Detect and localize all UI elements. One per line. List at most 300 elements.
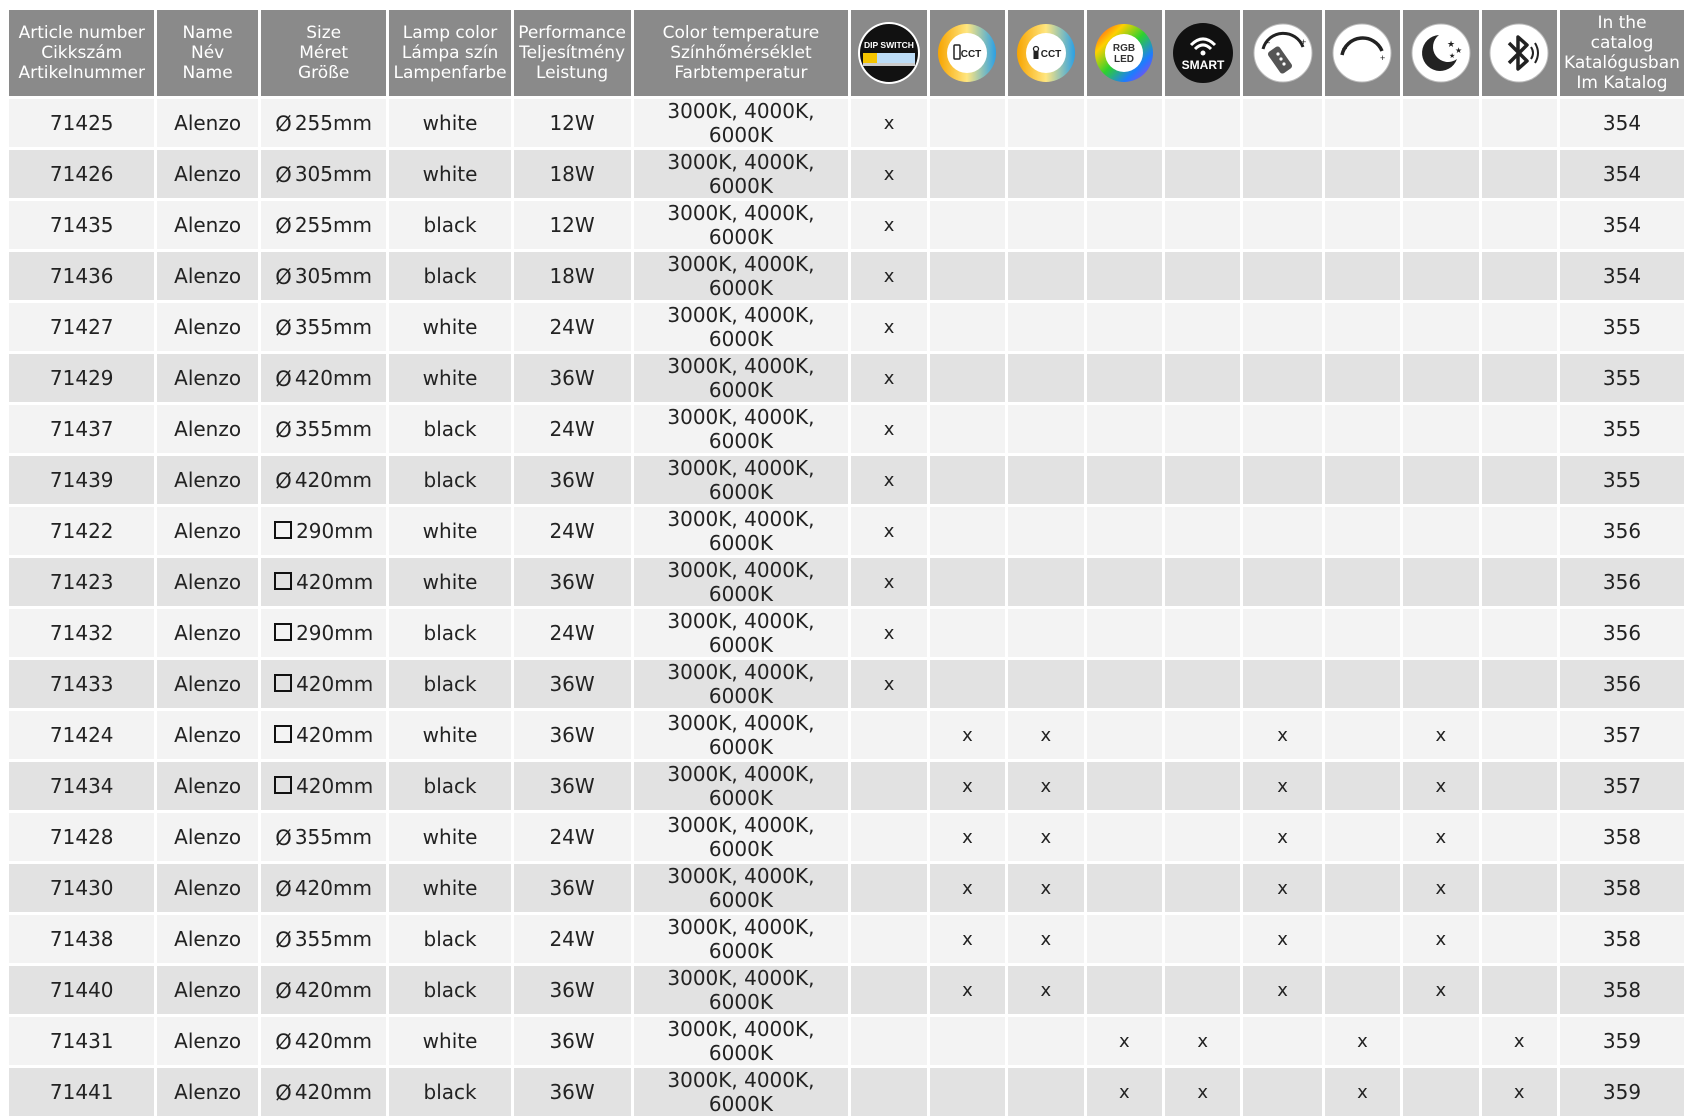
cell-catalog-page: 359 [1560, 1068, 1684, 1116]
cell-feature-smart [1165, 303, 1240, 351]
cell-feature-night-mode [1403, 507, 1478, 555]
size-value: 290mm [296, 519, 374, 543]
rgb-led-icon [1092, 21, 1156, 85]
cell-size [261, 354, 387, 402]
cell-feature-cct-remote [930, 456, 1005, 504]
cell-feature-dimmable [1325, 405, 1400, 453]
cell-feature-dip-switch: x [851, 660, 926, 708]
diameter-icon: Ø [275, 213, 292, 238]
cell-feature-rgb-led [1087, 303, 1162, 351]
cell-feature-cct-remote: x [930, 711, 1005, 759]
cell-feature-remote-dimmer: x [1243, 711, 1321, 759]
cell-size [261, 150, 387, 198]
cell-feature-cct-switch: x [1008, 762, 1083, 810]
cell-lamp-color: white [389, 813, 510, 861]
cell-feature-cct-switch [1008, 150, 1083, 198]
table-row [9, 1017, 1684, 1065]
cell-feature-bluetooth [1482, 660, 1557, 708]
size-value: 255mm [294, 212, 372, 237]
cell-name: Alenzo [157, 99, 257, 147]
cell-feature-cct-switch: x [1008, 966, 1083, 1014]
cct-switch-icon [1014, 21, 1078, 85]
cell-feature-dimmable [1325, 915, 1400, 963]
cell-size [261, 303, 387, 351]
cell-color-temperature: 3000K, 4000K, 6000K [634, 813, 849, 861]
cell-feature-rgb-led [1087, 150, 1162, 198]
cell-feature-remote-dimmer: x [1243, 915, 1321, 963]
cell-feature-cct-remote [930, 558, 1005, 606]
cell-color-temperature: 3000K, 4000K, 6000K [634, 660, 849, 708]
cell-feature-rgb-led [1087, 915, 1162, 963]
square-shape-icon [274, 725, 292, 743]
cell-article-number: 71422 [9, 507, 154, 555]
cell-feature-dip-switch: x [851, 609, 926, 657]
square-shape-icon [274, 521, 292, 539]
cell-feature-remote-dimmer: x [1243, 966, 1321, 1014]
cell-feature-rgb-led [1087, 456, 1162, 504]
cell-performance: 36W [514, 456, 631, 504]
svg-text:LED: LED [1114, 54, 1135, 65]
cell-article-number: 71425 [9, 99, 154, 147]
cell-article-number: 71437 [9, 405, 154, 453]
remote-dimmer-icon [1251, 21, 1315, 85]
cell-feature-smart [1165, 966, 1240, 1014]
cell-feature-dimmable [1325, 507, 1400, 555]
cell-catalog-page: 356 [1560, 660, 1684, 708]
cell-size [261, 252, 387, 300]
cell-feature-dimmable [1325, 354, 1400, 402]
cell-feature-bluetooth [1482, 99, 1557, 147]
cell-color-temperature: 3000K, 4000K, 6000K [634, 1017, 849, 1065]
cell-feature-night-mode [1403, 354, 1478, 402]
cell-feature-smart [1165, 813, 1240, 861]
cell-feature-night-mode: x [1403, 762, 1478, 810]
cell-article-number: 71429 [9, 354, 154, 402]
cell-feature-remote-dimmer [1243, 99, 1321, 147]
cell-feature-dimmable [1325, 660, 1400, 708]
cell-article-number: 71439 [9, 456, 154, 504]
cell-catalog-page: 358 [1560, 813, 1684, 861]
cell-feature-cct-switch [1008, 303, 1083, 351]
cell-feature-cct-remote [930, 354, 1005, 402]
cell-size [261, 660, 387, 708]
cell-feature-rgb-led [1087, 201, 1162, 249]
square-shape-icon [274, 623, 292, 641]
cell-article-number: 71428 [9, 813, 154, 861]
cell-feature-night-mode [1403, 660, 1478, 708]
cell-feature-dimmable [1325, 201, 1400, 249]
cell-performance: 36W [514, 354, 631, 402]
cell-feature-cct-switch [1008, 252, 1083, 300]
cell-feature-night-mode [1403, 609, 1478, 657]
cell-article-number: 71434 [9, 762, 154, 810]
svg-text:DIP SWITCH: DIP SWITCH [864, 40, 914, 50]
cell-feature-bluetooth: x [1482, 1068, 1557, 1116]
cell-feature-bluetooth [1482, 711, 1557, 759]
table-row [9, 660, 1684, 708]
size-value: 420mm [296, 672, 374, 696]
size-value: 420mm [294, 1079, 372, 1104]
cell-feature-cct-remote [930, 405, 1005, 453]
cell-feature-dip-switch: x [851, 558, 926, 606]
cell-size [261, 762, 387, 810]
cell-catalog-page: 356 [1560, 507, 1684, 555]
cell-feature-cct-switch: x [1008, 915, 1083, 963]
table-body [9, 99, 1684, 1116]
cell-feature-smart [1165, 456, 1240, 504]
table-row [9, 456, 1684, 504]
header-size: Size Méret Größe [261, 10, 387, 96]
cell-size [261, 99, 387, 147]
header-bluetooth [1482, 10, 1557, 96]
cell-feature-smart [1165, 609, 1240, 657]
dip-switch-icon [857, 21, 921, 85]
cell-lamp-color: white [389, 1017, 510, 1065]
cell-feature-rgb-led [1087, 405, 1162, 453]
table-row [9, 99, 1684, 147]
cell-feature-bluetooth [1482, 201, 1557, 249]
cell-feature-dimmable [1325, 966, 1400, 1014]
cell-feature-cct-switch: x [1008, 711, 1083, 759]
diameter-icon: Ø [275, 1029, 292, 1054]
cell-color-temperature: 3000K, 4000K, 6000K [634, 150, 849, 198]
cell-performance: 18W [514, 252, 631, 300]
cell-feature-bluetooth [1482, 966, 1557, 1014]
diameter-icon: Ø [275, 1080, 292, 1105]
cell-feature-cct-remote: x [930, 813, 1005, 861]
cell-feature-dip-switch [851, 1068, 926, 1116]
cell-lamp-color: white [389, 864, 510, 912]
cell-article-number: 71440 [9, 966, 154, 1014]
cell-name: Alenzo [157, 864, 257, 912]
cell-feature-dimmable [1325, 252, 1400, 300]
cell-catalog-page: 357 [1560, 711, 1684, 759]
cell-feature-bluetooth [1482, 864, 1557, 912]
cell-lamp-color: black [389, 252, 510, 300]
cell-name: Alenzo [157, 201, 257, 249]
cell-feature-cct-remote [930, 99, 1005, 147]
cell-performance: 12W [514, 99, 631, 147]
cell-feature-cct-remote [930, 150, 1005, 198]
cell-feature-smart [1165, 762, 1240, 810]
product-table [6, 7, 1684, 1119]
cell-catalog-page: 359 [1560, 1017, 1684, 1065]
cell-size [261, 201, 387, 249]
cell-feature-cct-remote [930, 609, 1005, 657]
table-row [9, 354, 1684, 402]
cell-feature-dimmable [1325, 303, 1400, 351]
table-row [9, 609, 1684, 657]
cell-lamp-color: black [389, 1068, 510, 1116]
cell-feature-smart [1165, 201, 1240, 249]
cell-name: Alenzo [157, 915, 257, 963]
cell-feature-remote-dimmer: x [1243, 813, 1321, 861]
cell-feature-dip-switch [851, 813, 926, 861]
cell-size [261, 558, 387, 606]
cell-feature-cct-remote: x [930, 915, 1005, 963]
cell-feature-cct-switch [1008, 354, 1083, 402]
cell-feature-cct-remote: x [930, 864, 1005, 912]
cell-feature-cct-remote [930, 660, 1005, 708]
cell-performance: 18W [514, 150, 631, 198]
cell-feature-dip-switch [851, 762, 926, 810]
table-row [9, 252, 1684, 300]
diameter-icon: Ø [275, 927, 292, 952]
header-cct-switch [1008, 10, 1083, 96]
cell-name: Alenzo [157, 558, 257, 606]
cell-feature-dip-switch [851, 966, 926, 1014]
cell-article-number: 71424 [9, 711, 154, 759]
cell-catalog-page: 357 [1560, 762, 1684, 810]
size-value: 355mm [294, 926, 372, 951]
cell-performance: 36W [514, 1068, 631, 1116]
cell-performance: 24W [514, 405, 631, 453]
cell-size [261, 1068, 387, 1116]
cell-feature-bluetooth [1482, 303, 1557, 351]
svg-text:★: ★ [1448, 52, 1456, 60]
cell-article-number: 71426 [9, 150, 154, 198]
cell-feature-night-mode: x [1403, 966, 1478, 1014]
cct-remote-icon [935, 21, 999, 85]
size-value: 290mm [296, 621, 374, 645]
cell-color-temperature: 3000K, 4000K, 6000K [634, 354, 849, 402]
table-row [9, 711, 1684, 759]
cell-name: Alenzo [157, 711, 257, 759]
cell-color-temperature: 3000K, 4000K, 6000K [634, 609, 849, 657]
cell-catalog-page: 354 [1560, 201, 1684, 249]
header-rgb-led [1087, 10, 1162, 96]
cell-feature-cct-switch [1008, 507, 1083, 555]
cell-catalog-page: 354 [1560, 252, 1684, 300]
cell-color-temperature: 3000K, 4000K, 6000K [634, 456, 849, 504]
cell-feature-rgb-led [1087, 99, 1162, 147]
cell-feature-cct-switch [1008, 558, 1083, 606]
cell-name: Alenzo [157, 660, 257, 708]
cell-performance: 12W [514, 201, 631, 249]
cell-size [261, 966, 387, 1014]
cell-lamp-color: black [389, 660, 510, 708]
cell-feature-night-mode: x [1403, 813, 1478, 861]
cell-performance: 36W [514, 711, 631, 759]
cell-size [261, 507, 387, 555]
size-value: 305mm [294, 161, 372, 186]
cell-feature-cct-switch [1008, 660, 1083, 708]
header-name: Name Név Name [157, 10, 257, 96]
size-value: 420mm [296, 570, 374, 594]
cell-feature-night-mode [1403, 252, 1478, 300]
square-shape-icon [274, 776, 292, 794]
svg-text:SMART: SMART [1181, 58, 1225, 72]
cell-name: Alenzo [157, 150, 257, 198]
table-row [9, 303, 1684, 351]
cell-feature-dip-switch: x [851, 303, 926, 351]
cell-feature-night-mode [1403, 1068, 1478, 1116]
cell-feature-rgb-led [1087, 558, 1162, 606]
size-value: 420mm [294, 467, 372, 492]
cell-article-number: 71430 [9, 864, 154, 912]
cell-feature-dip-switch [851, 915, 926, 963]
product-table-container [9, 10, 1684, 1116]
svg-text:–: – [1264, 37, 1270, 47]
cell-lamp-color: black [389, 201, 510, 249]
cell-name: Alenzo [157, 813, 257, 861]
cell-color-temperature: 3000K, 4000K, 6000K [634, 558, 849, 606]
cell-performance: 24W [514, 813, 631, 861]
diameter-icon: Ø [275, 366, 292, 391]
cell-feature-night-mode [1403, 99, 1478, 147]
svg-text:CCT: CCT [1040, 49, 1062, 60]
cell-feature-rgb-led: x [1087, 1017, 1162, 1065]
cell-color-temperature: 3000K, 4000K, 6000K [634, 405, 849, 453]
cell-feature-smart [1165, 354, 1240, 402]
diameter-icon: Ø [275, 111, 292, 136]
cell-feature-remote-dimmer: x [1243, 864, 1321, 912]
table-row [9, 966, 1684, 1014]
cell-feature-cct-switch: x [1008, 813, 1083, 861]
diameter-icon: Ø [275, 264, 292, 289]
cell-feature-dip-switch: x [851, 252, 926, 300]
diameter-icon: Ø [275, 162, 292, 187]
cell-feature-remote-dimmer [1243, 609, 1321, 657]
cell-catalog-page: 358 [1560, 915, 1684, 963]
square-shape-icon [274, 674, 292, 692]
header-catalog: In the catalog Katalógusban Im Katalog [1560, 10, 1684, 96]
cell-performance: 24W [514, 303, 631, 351]
cell-feature-night-mode [1403, 201, 1478, 249]
cell-feature-dimmable [1325, 864, 1400, 912]
cell-feature-night-mode [1403, 558, 1478, 606]
cell-feature-smart [1165, 150, 1240, 198]
cell-feature-dip-switch: x [851, 201, 926, 249]
svg-text:RGB: RGB [1113, 43, 1136, 54]
cell-feature-rgb-led [1087, 252, 1162, 300]
cell-name: Alenzo [157, 762, 257, 810]
cell-feature-smart [1165, 405, 1240, 453]
header-cct-remote [930, 10, 1005, 96]
cell-feature-dimmable [1325, 813, 1400, 861]
cell-feature-dip-switch: x [851, 99, 926, 147]
cell-feature-rgb-led [1087, 711, 1162, 759]
cell-feature-dimmable [1325, 456, 1400, 504]
size-value: 255mm [294, 110, 372, 135]
table-row [9, 864, 1684, 912]
cell-catalog-page: 358 [1560, 864, 1684, 912]
cell-color-temperature: 3000K, 4000K, 6000K [634, 201, 849, 249]
cell-feature-smart [1165, 558, 1240, 606]
table-row [9, 558, 1684, 606]
header-dip-switch [851, 10, 926, 96]
table-row [9, 762, 1684, 810]
diameter-icon: Ø [275, 978, 292, 1003]
cell-feature-remote-dimmer [1243, 456, 1321, 504]
cell-feature-rgb-led: x [1087, 1068, 1162, 1116]
cell-size [261, 405, 387, 453]
cell-name: Alenzo [157, 252, 257, 300]
header-lamp-color: Lamp color Lámpa szín Lampenfarbe [389, 10, 510, 96]
cell-size [261, 456, 387, 504]
cell-feature-remote-dimmer [1243, 507, 1321, 555]
header-night-mode [1403, 10, 1478, 96]
cell-article-number: 71438 [9, 915, 154, 963]
size-value: 355mm [294, 416, 372, 441]
cell-feature-bluetooth [1482, 507, 1557, 555]
cell-feature-remote-dimmer [1243, 405, 1321, 453]
header-dimmable [1325, 10, 1400, 96]
cell-performance: 24W [514, 507, 631, 555]
cell-color-temperature: 3000K, 4000K, 6000K [634, 711, 849, 759]
cell-feature-dip-switch [851, 1017, 926, 1065]
cell-feature-night-mode: x [1403, 711, 1478, 759]
diameter-icon: Ø [275, 417, 292, 442]
cell-feature-dimmable [1325, 99, 1400, 147]
cell-lamp-color: black [389, 609, 510, 657]
cell-performance: 24W [514, 609, 631, 657]
cell-lamp-color: white [389, 99, 510, 147]
cell-performance: 36W [514, 864, 631, 912]
cell-color-temperature: 3000K, 4000K, 6000K [634, 966, 849, 1014]
cell-feature-night-mode: x [1403, 915, 1478, 963]
cell-feature-cct-remote [930, 1017, 1005, 1065]
table-row [9, 201, 1684, 249]
cell-feature-dip-switch: x [851, 456, 926, 504]
cell-feature-bluetooth [1482, 405, 1557, 453]
cell-feature-remote-dimmer [1243, 354, 1321, 402]
cell-catalog-page: 354 [1560, 99, 1684, 147]
cell-feature-rgb-led [1087, 609, 1162, 657]
cell-feature-bluetooth [1482, 915, 1557, 963]
cell-performance: 36W [514, 1017, 631, 1065]
cell-feature-smart [1165, 864, 1240, 912]
cell-color-temperature: 3000K, 4000K, 6000K [634, 303, 849, 351]
cell-lamp-color: black [389, 915, 510, 963]
cell-article-number: 71423 [9, 558, 154, 606]
cell-lamp-color: black [389, 405, 510, 453]
cell-feature-dimmable: x [1325, 1068, 1400, 1116]
cell-feature-remote-dimmer [1243, 252, 1321, 300]
cell-name: Alenzo [157, 354, 257, 402]
diameter-icon: Ø [275, 825, 292, 850]
cell-catalog-page: 355 [1560, 456, 1684, 504]
size-value: 420mm [294, 1028, 372, 1053]
cell-feature-cct-remote: x [930, 762, 1005, 810]
cell-color-temperature: 3000K, 4000K, 6000K [634, 864, 849, 912]
cell-feature-smart [1165, 99, 1240, 147]
header-performance: Performance Teljesítmény Leistung [514, 10, 631, 96]
cell-catalog-page: 356 [1560, 558, 1684, 606]
cell-article-number: 71436 [9, 252, 154, 300]
cell-feature-dimmable [1325, 609, 1400, 657]
cell-feature-bluetooth: x [1482, 1017, 1557, 1065]
cell-color-temperature: 3000K, 4000K, 6000K [634, 99, 849, 147]
size-value: 420mm [294, 977, 372, 1002]
cell-feature-rgb-led [1087, 762, 1162, 810]
cell-feature-smart [1165, 252, 1240, 300]
cell-feature-cct-remote [930, 303, 1005, 351]
svg-text:★: ★ [1454, 46, 1462, 55]
cell-color-temperature: 3000K, 4000K, 6000K [634, 1068, 849, 1116]
cell-feature-dimmable [1325, 150, 1400, 198]
cell-feature-cct-switch [1008, 99, 1083, 147]
cell-name: Alenzo [157, 966, 257, 1014]
bluetooth-icon [1487, 21, 1551, 85]
cell-feature-night-mode: x [1403, 864, 1478, 912]
cell-name: Alenzo [157, 303, 257, 351]
diameter-icon: Ø [275, 468, 292, 493]
header-row [9, 10, 1684, 96]
cell-size [261, 864, 387, 912]
cell-feature-bluetooth [1482, 558, 1557, 606]
cell-feature-rgb-led [1087, 966, 1162, 1014]
